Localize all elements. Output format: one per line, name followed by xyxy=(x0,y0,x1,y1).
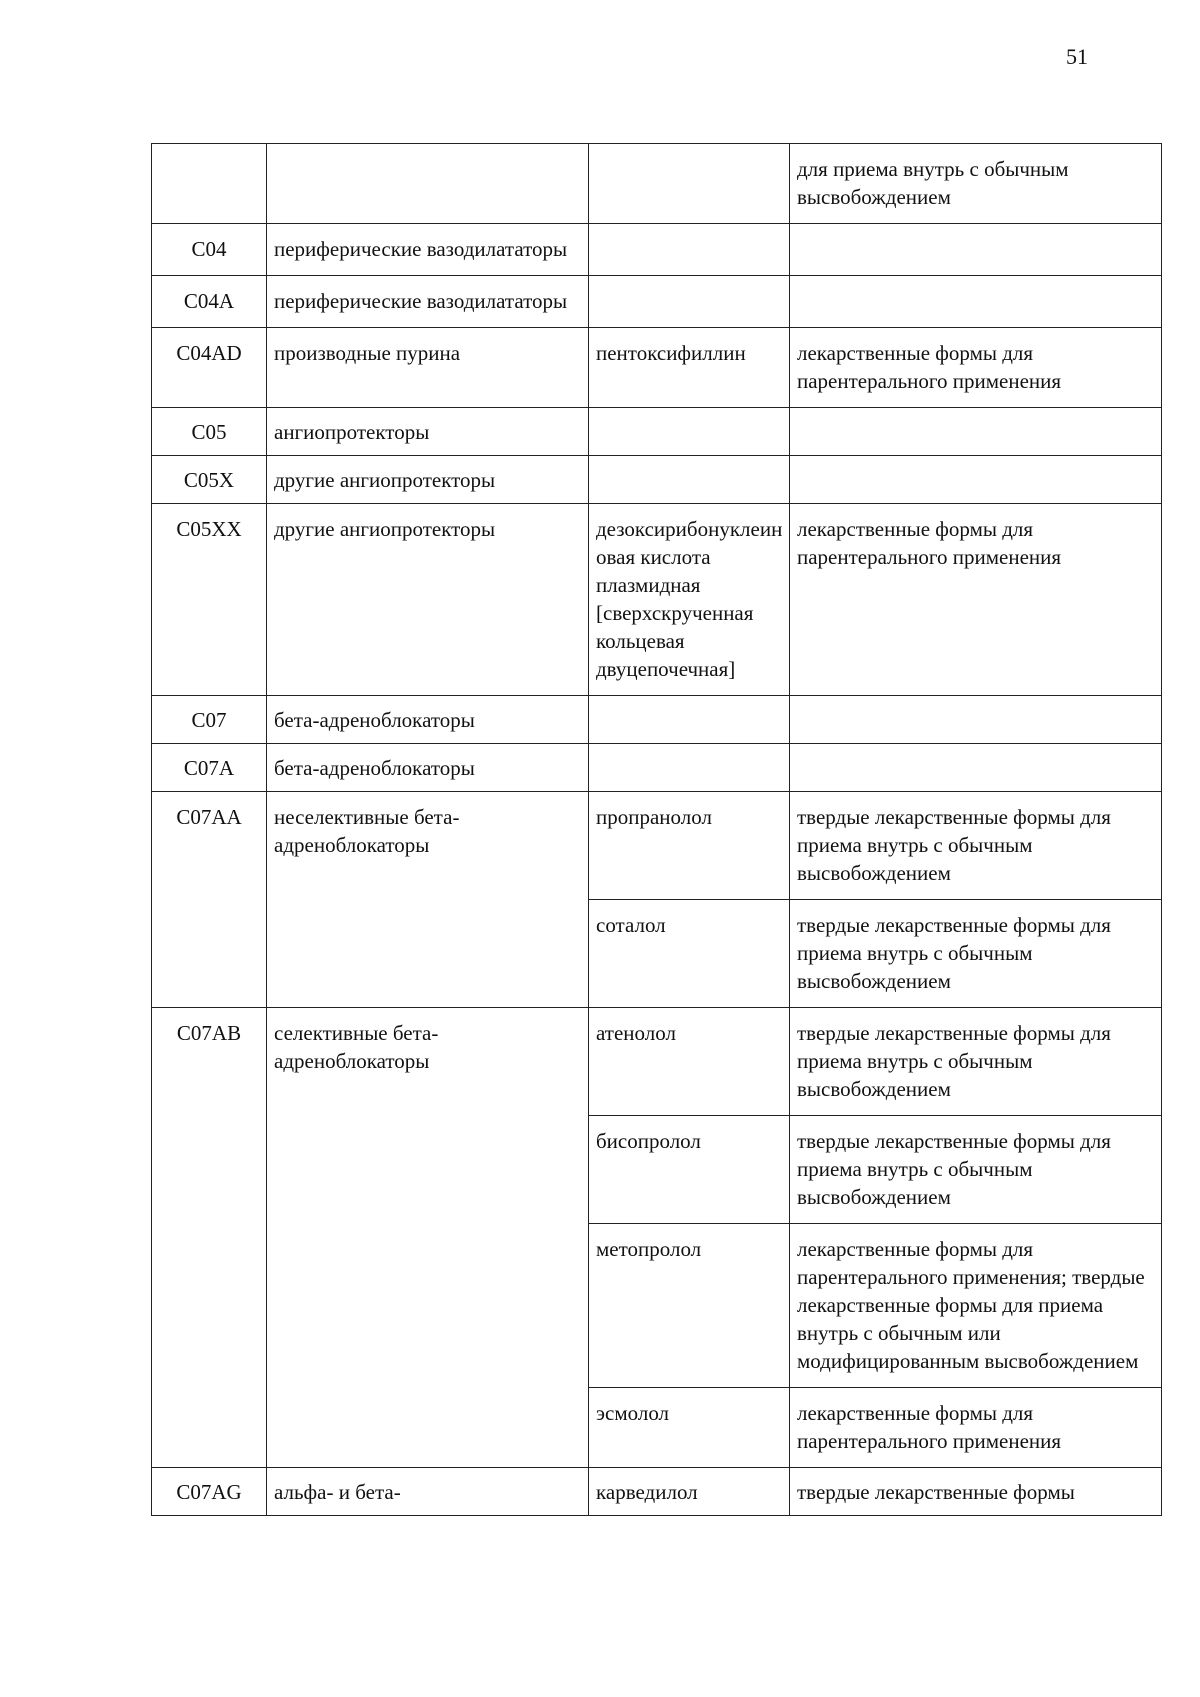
atc-code-cell: C04A xyxy=(152,276,267,328)
table-row xyxy=(152,792,1162,900)
atc-code-cell: C05XX xyxy=(152,504,267,696)
drug-name-cell xyxy=(589,408,790,456)
dosage-form-cell: твердые лекарственные формы для приема внутрь с обычным высвобождением xyxy=(790,792,1162,900)
atc-drug-table xyxy=(151,143,1162,1516)
table-row xyxy=(152,224,1162,276)
drug-name-cell: эсмолол xyxy=(589,1388,790,1468)
dosage-form-cell: лекарственные формы для парентерального применения xyxy=(790,1388,1162,1468)
page-number: 51 xyxy=(1066,44,1088,69)
drug-name-cell: бисопролол xyxy=(589,1116,790,1224)
table-row xyxy=(152,504,1162,696)
dosage-form-cell: твердые лекарственные формы для приема внутрь с обычным высвобождением xyxy=(790,1116,1162,1224)
drug-name-cell xyxy=(589,696,790,744)
dosage-form-cell xyxy=(790,224,1162,276)
drug-name-cell: пропранолол xyxy=(589,792,790,900)
dosage-form-cell: твердые лекарственные формы для приема внутрь с обычным высвобождением xyxy=(790,1008,1162,1116)
group-name-cell xyxy=(267,144,589,224)
drug-name-cell xyxy=(589,456,790,504)
atc-code-cell: C05 xyxy=(152,408,267,456)
atc-code-cell: C05X xyxy=(152,456,267,504)
atc-code-cell: C04AD xyxy=(152,328,267,408)
group-name-cell: производные пурина xyxy=(267,328,589,408)
drug-name-cell: метопролол xyxy=(589,1224,790,1388)
group-name-cell: неселективные бета-адреноблокаторы xyxy=(267,792,589,1008)
atc-code-cell: C07AG xyxy=(152,1468,267,1516)
dosage-form-cell: твердые лекарственные формы для приема внутрь с обычным высвобождением xyxy=(790,900,1162,1008)
drug-name-cell: дезоксирибонуклеиновая кислота плазмидная [сверхскрученная кольцевая двуцепочечная] xyxy=(589,504,790,696)
atc-code-cell xyxy=(152,144,267,224)
group-name-cell: другие ангиопротекторы xyxy=(267,504,589,696)
group-name-cell: бета-адреноблокаторы xyxy=(267,696,589,744)
drug-name-cell xyxy=(589,744,790,792)
group-name-cell: бета-адреноблокаторы xyxy=(267,744,589,792)
table-row xyxy=(152,1468,1162,1516)
drug-name-cell: атенолол xyxy=(589,1008,790,1116)
atc-code-cell: C04 xyxy=(152,224,267,276)
group-name-cell: периферические вазодилататоры xyxy=(267,224,589,276)
dosage-form-cell xyxy=(790,744,1162,792)
dosage-form-cell: лекарственные формы для парентерального применения; твердые лекарственные формы для приема внутрь с обычным или модифицированным высвобождением xyxy=(790,1224,1162,1388)
dosage-form-cell xyxy=(790,408,1162,456)
group-name-cell: селективные бета-адреноблокаторы xyxy=(267,1008,589,1468)
atc-code-cell: C07 xyxy=(152,696,267,744)
dosage-form-cell xyxy=(790,456,1162,504)
atc-code-cell: C07AA xyxy=(152,792,267,1008)
dosage-form-cell: лекарственные формы для парентерального применения xyxy=(790,504,1162,696)
drug-name-cell: карведилол xyxy=(589,1468,790,1516)
table-row xyxy=(152,696,1162,744)
dosage-form-cell: твердые лекарственные формы xyxy=(790,1468,1162,1516)
dosage-form-cell: лекарственные формы для парентерального применения xyxy=(790,328,1162,408)
drug-name-cell xyxy=(589,144,790,224)
table-row xyxy=(152,1008,1162,1116)
group-name-cell: ангиопротекторы xyxy=(267,408,589,456)
atc-code-cell: C07AB xyxy=(152,1008,267,1468)
table-row xyxy=(152,276,1162,328)
atc-code-cell: C07A xyxy=(152,744,267,792)
dosage-form-cell xyxy=(790,276,1162,328)
dosage-form-cell: для приема внутрь с обычным высвобождением xyxy=(790,144,1162,224)
group-name-cell: периферические вазодилататоры xyxy=(267,276,589,328)
drug-name-cell xyxy=(589,224,790,276)
table-row xyxy=(152,408,1162,456)
group-name-cell: альфа- и бета- xyxy=(267,1468,589,1516)
table-row xyxy=(152,456,1162,504)
dosage-form-cell xyxy=(790,696,1162,744)
table-row xyxy=(152,144,1162,224)
drug-name-cell xyxy=(589,276,790,328)
drug-name-cell: пентоксифиллин xyxy=(589,328,790,408)
table-row xyxy=(152,328,1162,408)
group-name-cell: другие ангиопротекторы xyxy=(267,456,589,504)
drug-name-cell: соталол xyxy=(589,900,790,1008)
table-row xyxy=(152,744,1162,792)
